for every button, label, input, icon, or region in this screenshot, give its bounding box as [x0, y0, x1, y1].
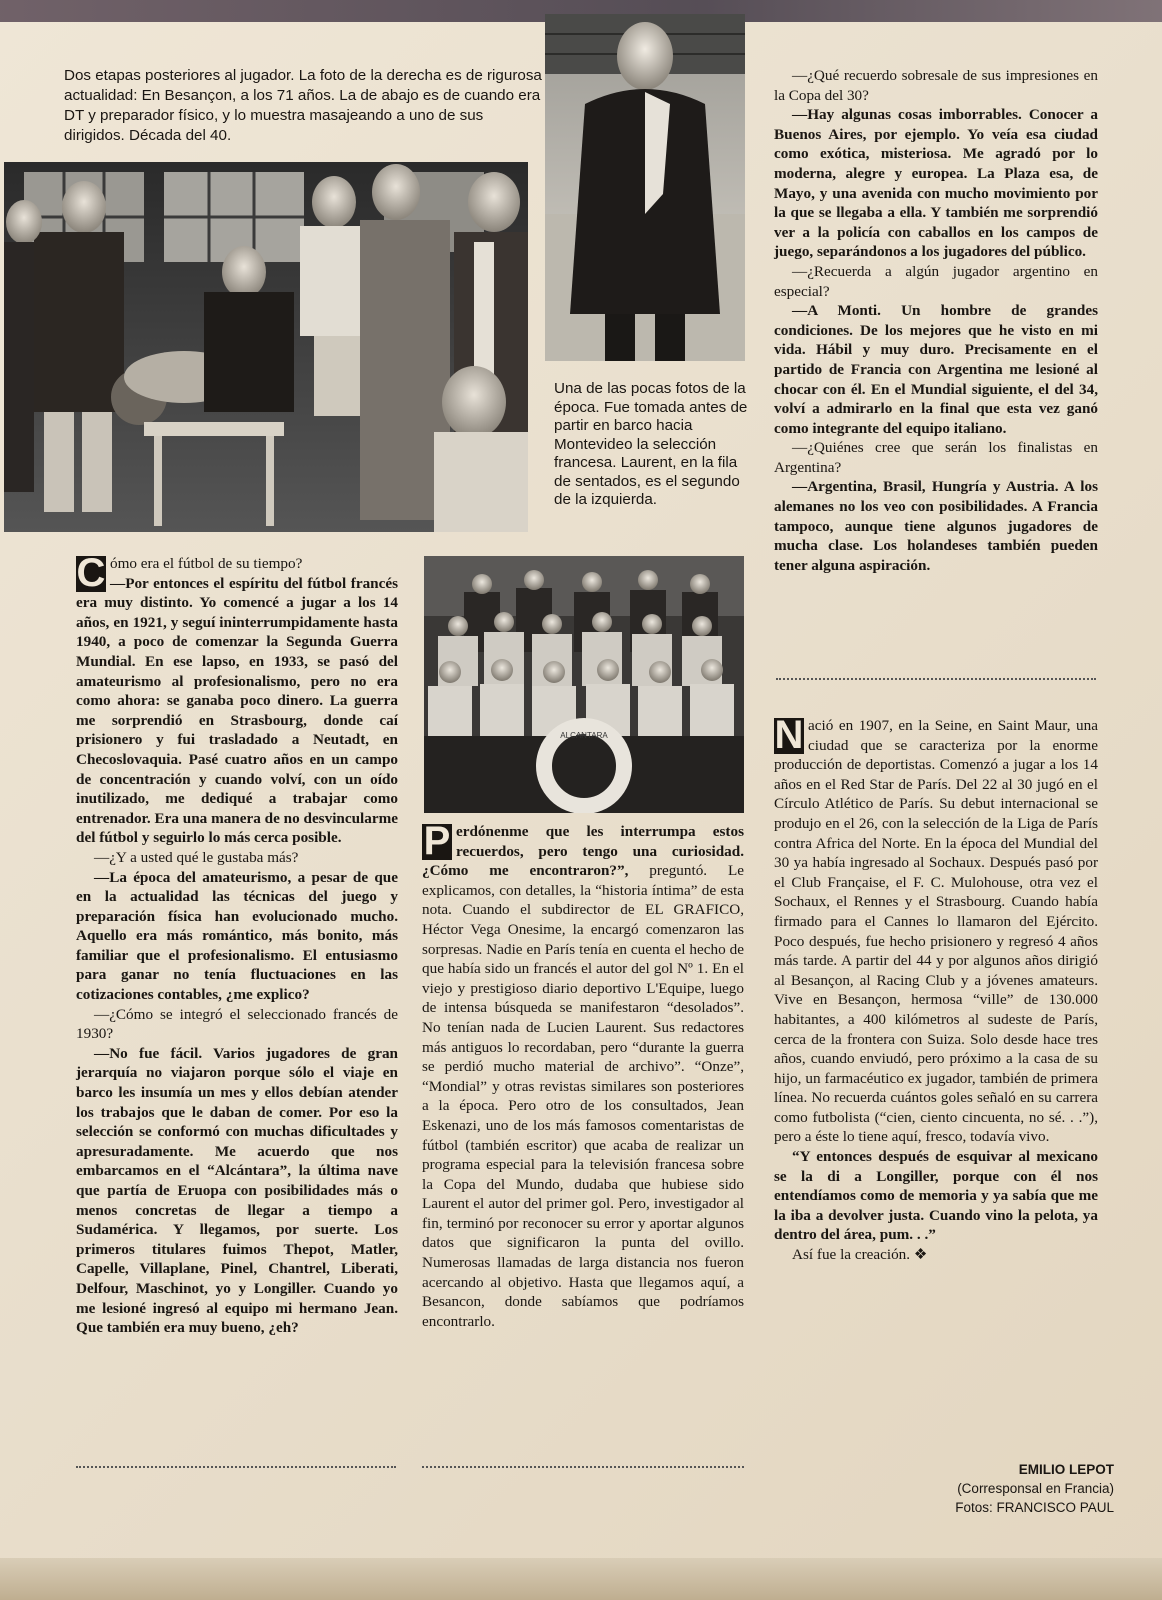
photo-credit: Fotos: FRANCISCO PAUL — [955, 1500, 1114, 1515]
col2-lead: erdónenme que les interrumpa estos recuerdos, pero tengo una curiosidad. ¿Cómo me encontraron?”, — [422, 823, 744, 880]
col3-closing — [774, 1245, 1098, 1265]
col1-answer-1: —Por entonces el espíritu del fútbol francés era muy distinto. Yo comencé a jugar a los 14 años, en 1921, y seguí ininterrumpidamente hasta 1940, a poco de comenzar la Segunda Guerra Mundial. En ese lapso, en 1933, se pasó del amateurismo al profesionalismo, pero no era como ahora: se ganaba poco dinero. La guerra me sorprendió en Strasbourg, donde caí prisionero y fui trasladado a Neutadt, en Checoslovaquia. Pasé cuatro años en un campo de concentración y cuando volví, con un oído inutilizado, me dediqué a trabajar como entrenador. Era una manera de no desvincularme del fútbol y seguirlo lo más cerca posible. — [76, 574, 398, 847]
caption-top-text: Dos etapas posteriores al jugador. La foto de la derecha es de rigurosa actualidad: En Besançon, a los 71 años. La de abajo es de cuando era DT y preparador físico, y lo muestra masajeando a uno de sus dirigidos. Década del 40. — [64, 67, 542, 144]
col3-question-1: —¿Qué recuerdo sobresale de sus impresiones en la Copa del 30? — [774, 67, 1098, 104]
divider-dots-right — [776, 678, 1096, 680]
col1-question-1: ómo era el fútbol de su tiempo? — [110, 555, 303, 572]
page-edge-bottom — [0, 1558, 1162, 1600]
col3-answer-3: —Argentina, Brasil, Hungría y Austria. A los alemanes no los veo con posibilidades. A Francia tampoco, aunque tiene algunos jugadores de mucha clase. Los holandeses también pueden tener alguna aspiración. — [774, 478, 1098, 574]
photo-portrait-besancon — [545, 14, 745, 361]
col3-answer-1: —Hay algunas cosas imborrables. Conocer a Buenos Aires, por ejemplo. Yo veía esa ciudad como exótica, misteriosa. Me agradó por lo moderna, alegre y europea. La Plaza esa, de Mayo, y una avenida con mucho movimiento por la que se llegaba a ella. Y también me sorprendió ver a la policía con caballos en los campos de juego, separándonos a los jugadores del público. — [774, 106, 1098, 261]
col1-answer-3: —No fue fácil. Varios jugadores de gran jerarquía no viajaron porque sólo el viaje en barco les insumía un mes y ellos debían atender los trabajos que le daban de comer. Por eso la selección se conformó con muchas dificultades y apresuradamente. Me acuerdo que nos embarcamos en el “Alcántara”, la última nave que partía de Eruopa con posibilidades más o menos concretas de llegar a tiempo a Sudamérica. Y llegamos, por suerte. Los primeros titulares fuimos Thepot, Matler, Capelle, Villaplane, Pinel, Chantrel, Liberati, Delfour, Maschinot, yo y Longiller. Cuando yo me lesioné ingresó al equipo mi hermano Jean. Que también era muy bueno, ¿eh? — [76, 1044, 398, 1337]
col2-body: preguntó. Le explicamos, con detalles, la “historia íntima” de esta nota. Cuando el subdirector de EL GRAFICO, Héctor Vega Onesime, la encargó comenzaron las sorpresas. Nadie en París tenía en cuenta el hecho de que había sido un francés el autor del gol Nº 1. En el viejo y prestigioso diario deportivo L'Equipe, luego de intensa búsqueda se manifestaron “desolados”. No tenían nada de Lucien Laurent. Sus redactores más antiguos lo recordaban, pero “durante la guerra se perdió mucho material de archivo”. “Onze”, “Mondial” y otras revistas similares son posteriores a la época. Pero otro de los consultados, Jean Eskenazi, uno de los más famosos comentaristas de fútbol (también escritor) que acaba de realizar un programa especial para la televisión francesa sobre la Copa del Mundo, dudaba que hubiese sido Laurent el autor del primer gol. Pero, investigador al fin, terminó por reconocer su error y aportar algunos datos que significaron la punta del ovillo. Numerosas llamadas de larga distancia nos fueron acercando al objetivo. Hasta que llegamos aquí, a Besancon, donde sabíamos que podríamos encontrarlo. — [422, 862, 744, 1330]
col3-answer-2: —A Monti. Un hombre de grandes condiciones. De los mejores que he visto en mi vida. Hábil y muy duro. Precisamente en el partido de Francia con Argentina me lesioné al chocar con él. En el Mundial siguiente, el del 34, volví a admirarlo en la final que esta vez ganó como integrante del equipo italiano. — [774, 302, 1098, 437]
col1-question-2: —¿Y a usted qué le gustaba más? — [94, 848, 299, 866]
col3-bio-text: ació en 1907, en la Seine, en Saint Maur, una ciudad que se caracteriza por la enorme producción de deportistas. Comenzó a jugar a los 14 años en el Red Star de París. Del 22 al 30 jugó en el Círculo Atlético de París. Su debut internacional se produjo en el 26, con la selección de la Liga de París contra Africa del Norte. En la época del Mundial del 30 ya había ingresado al Sochaux. Después pasó por el Club Française, el F. C. Mulohouse, otra vez el Sochaux, el Rennes y el Strasbourg. Cuando había firmado para el Cannes lo llamaron del Ejército. Poco después, fue hecho prisionero y regresó 4 años más tarde. A partir del 44 y por algunos años dirigió al Besançon, al Racing Club y a jóvenes amateurs. Vive en Besançon, hermosa “ville” de 130.000 habitantes, a 400 kilómetros al sudeste de París, cerca de la frontera con Suiza. Solo desde hace tres años, cuando enviudó, pero próximo a la casa de su hijo, un farmacéutico ex jugador, también de primera línea. No recuerda cuántos goles señaló en su carrera como futbolista (“cien, ciento cincuenta, no sé. . .”), pero a éste lo tiene aquí, fresco, todavía vivo. — [774, 717, 1098, 1146]
col1-question-3: —¿Cómo se integró el seleccionado francés de 1930? — [76, 1005, 398, 1043]
column-left — [76, 551, 398, 1338]
col3-quote: “Y entonces después de esquivar al mexicano se la di a Longiller, porque con él nos entendíamos como de memoria y ya sabía que me la iba a devolver justa. Cuando vino la pelota, ya dentro del área, pum. . .” — [774, 1148, 1098, 1244]
signature-block — [880, 1460, 1114, 1517]
photo-massage-scene — [4, 162, 528, 532]
divider-dots-middle — [422, 1466, 744, 1468]
col3-question-3: —¿Quiénes cree que serán los finalistas en Argentina? — [774, 439, 1098, 476]
col3-closing-text: Así fue la creación. — [792, 1246, 911, 1264]
caption-top — [64, 66, 542, 146]
col1-answer-2: —La época del amateurismo, a pesar de que en la actualidad las técnicas del juego y preparación física han evolucionado mucho. Aquello era más romántico, más bonito, más familiar que el profesionalismo. El entusiasmo para ganar no tenía fluctuaciones en las cotizaciones contables, ¿me explico? — [76, 868, 398, 1004]
caption-right — [554, 380, 754, 510]
author-role: (Corresponsal en Francia) — [957, 1481, 1114, 1496]
photo-team-1930 — [424, 556, 744, 813]
end-mark-icon: ❖ — [913, 1246, 928, 1264]
drop-cap-n: N — [774, 713, 804, 757]
col3-question-2: —¿Recuerda a algún jugador argentino en especial? — [774, 262, 1098, 300]
col2-paragraph — [422, 819, 744, 1331]
lifebuoy-text: ALCANTARA — [560, 731, 608, 740]
drop-cap-p: P — [423, 819, 451, 863]
divider-dots-left — [76, 1466, 396, 1468]
drop-cap-c: C — [76, 551, 106, 595]
column-middle — [422, 819, 744, 1331]
column-right — [774, 66, 1098, 575]
author-name: EMILIO LEPOT — [1018, 1462, 1114, 1477]
col3-bio — [774, 713, 1098, 1147]
caption-right-text: Una de las pocas fotos de la época. Fue tomada antes de partir en barco hacia Montevideo la selección francesa. Laurent, en la fila de sentados, es el segundo de la izquierda. — [554, 380, 748, 508]
column-right-bio — [774, 713, 1098, 1265]
col1-intro — [76, 551, 398, 848]
